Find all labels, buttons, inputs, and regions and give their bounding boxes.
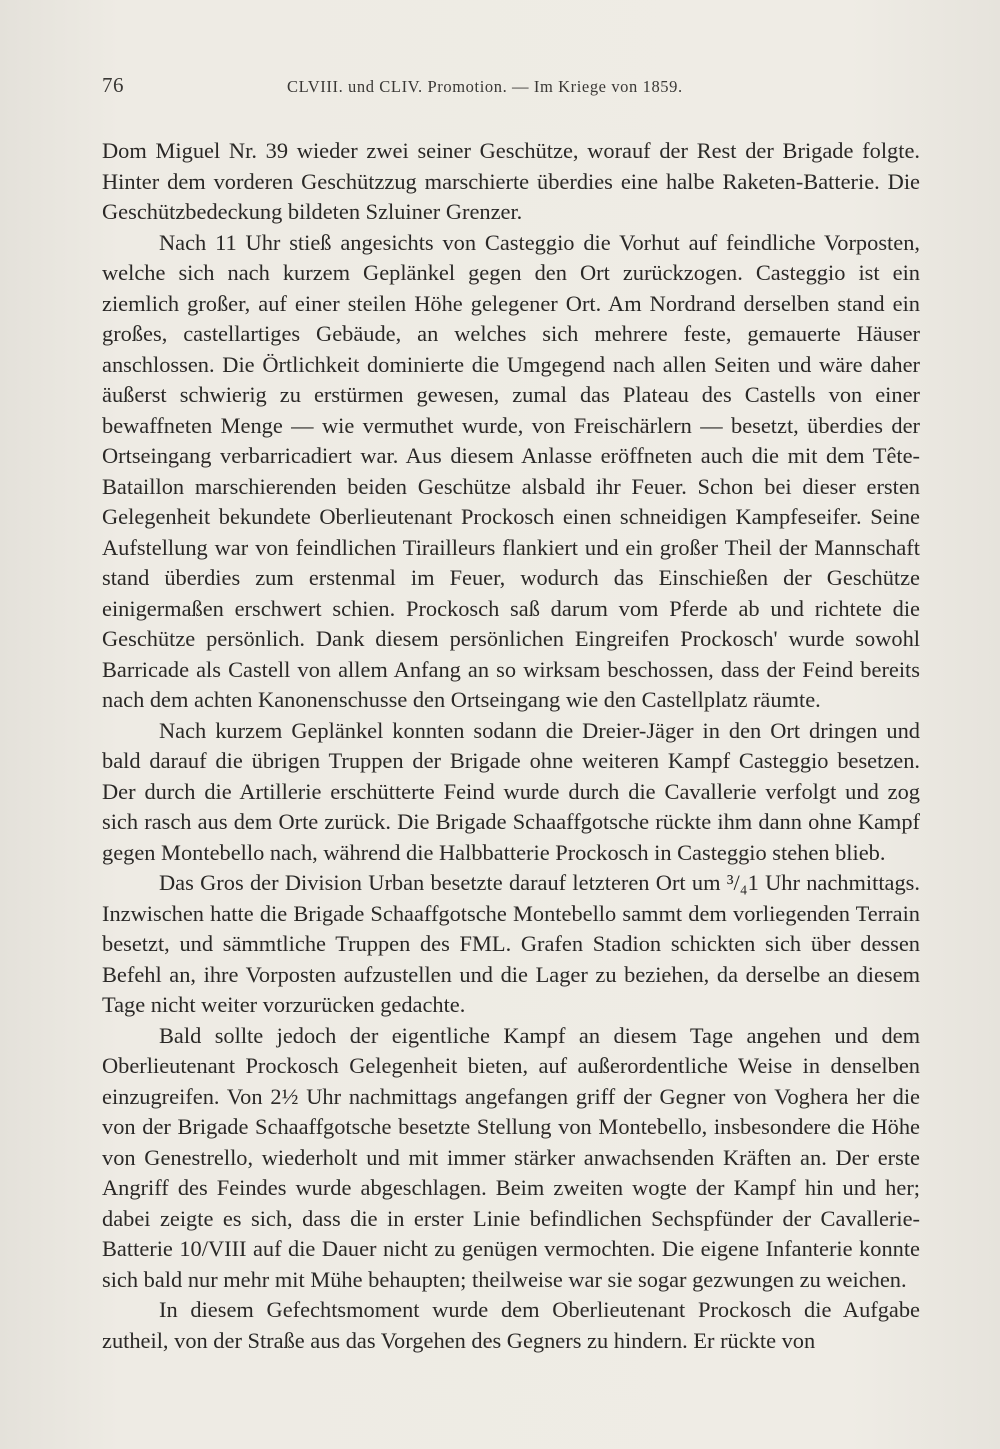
paragraph: Bald sollte jedoch der eigentliche Kampf an diesem Tage angehen und dem Oberlieutenant Prockosch Gelegenheit bieten, auf außerordentliche Weise in denselben einzugreifen. Von 2½ Uhr nachmittags angefangen griff der Gegner von Voghera her die von der Brigade Schaaffgotsche besetzte Stellung von Montebello, insbesondere die Höhe von Genestrello, wiederholt und mit immer stärker anwachsenden Kräften an. Der erste Angriff des Feindes wurde abgeschlagen. Beim zweiten wogte der Kampf hin und her; dabei zeigte es sich, dass die in erster Linie befindlichen Sechspfünder der Cavallerie-Batterie 10/VIII auf die Dauer nicht zu genügen vermochten. Die eigene Infanterie konnte sich bald nur mehr mit Mühe behaupten; theilweise war sie sogar gezwungen zu weichen. <box>102 1022 920 1292</box>
running-title: CLVIII. und CLIV. Promotion. — Im Kriege von 1859. <box>287 77 683 96</box>
paragraph: Dom Miguel Nr. 39 wieder zwei seiner Geschütze, worauf der Rest der Brigade folgte. Hinter dem vorderen Geschützzug marschierte überdies eine halbe Raketen-Batterie. Die Geschützbedeckung bildeten Szluiner Grenzer. <box>102 138 920 224</box>
paragraph: In diesem Gefechtsmoment wurde dem Oberlieutenant Prockosch die Aufgabe zutheil, von der Straße aus das Vorgehen des Gegners zu hindern. Er rückte von <box>102 1297 920 1353</box>
body-text <box>102 136 920 1356</box>
page-number: 76 <box>102 73 124 97</box>
running-head <box>102 73 922 97</box>
paragraph: Das Gros der Division Urban besetzte darauf letzteren Ort um ³/₄1 Uhr nachmittags. Inzwischen hatte die Brigade Schaaffgotsche Montebello sammt dem vorliegenden Terrain besetzt, und sämmtliche Truppen des FML. Grafen Stadion schickten sich über dessen Befehl an, ihre Vorposten aufzustellen und die Lager zu beziehen, da derselbe an diesem Tage nicht weiter vorzurücken gedachte. <box>102 870 920 1017</box>
paragraph: Nach kurzem Geplänkel konnten sodann die Dreier-Jäger in den Ort dringen und bald darauf die übrigen Truppen der Brigade ohne weiteren Kampf Casteggio besetzen. Der durch die Artillerie erschütterte Feind wurde durch die Cavallerie verfolgt und zog sich rasch aus dem Orte zurück. Die Brigade Schaaffgotsche rückte ihm dann ohne Kampf gegen Montebello nach, während die Halbbatterie Prockosch in Casteggio stehen blieb. <box>102 717 920 865</box>
paragraph: Nach 11 Uhr stieß angesichts von Casteggio die Vorhut auf feindliche Vorposten, welche sich nach kurzem Geplänkel gegen den Ort zurückzogen. Casteggio ist ein ziemlich großer, auf einer steilen Höhe gelegener Ort. Am Nordrand derselben stand ein großes, castellartiges Gebäude, an welches sich mehrere feste, gemauerte Häuser anschlossen. Die Örtlichkeit dominierte die Umgegend nach allen Seiten und wäre daher äußerst schwierig zu erstürmen gewesen, zumal das Plateau des Castells von einer bewaffneten Menge — wie vermuthet wurde, von Freischärlern — besetzt, überdies der Ortseingang verbarricadiert war. Aus diesem Anlasse eröffneten auch die mit dem Tête-Bataillon marschierenden beiden Geschütze alsbald ihr Feuer. Schon bei dieser ersten Gelegenheit bekundete Oberlieutenant Prockosch einen schneidigen Kampfeseifer. Seine Aufstellung war von feindlichen Tirailleurs flankiert und ein großer Theil der Mannschaft stand überdies zum erstenmal im Feuer, wodurch das Einschießen der Geschütze einigermaßen erschwert schien. Prockosch saß darum vom Pferde ab und richtete die Geschütze persönlich. Dank diesem persönlichen Eingreifen Prockosch' wurde sowohl Barricade als Castell von allem Anfang an so wirksam beschossen, dass der Feind bereits nach dem achten Kanonenschusse den Ortseingang wie den Castellplatz räumte. <box>102 229 920 712</box>
